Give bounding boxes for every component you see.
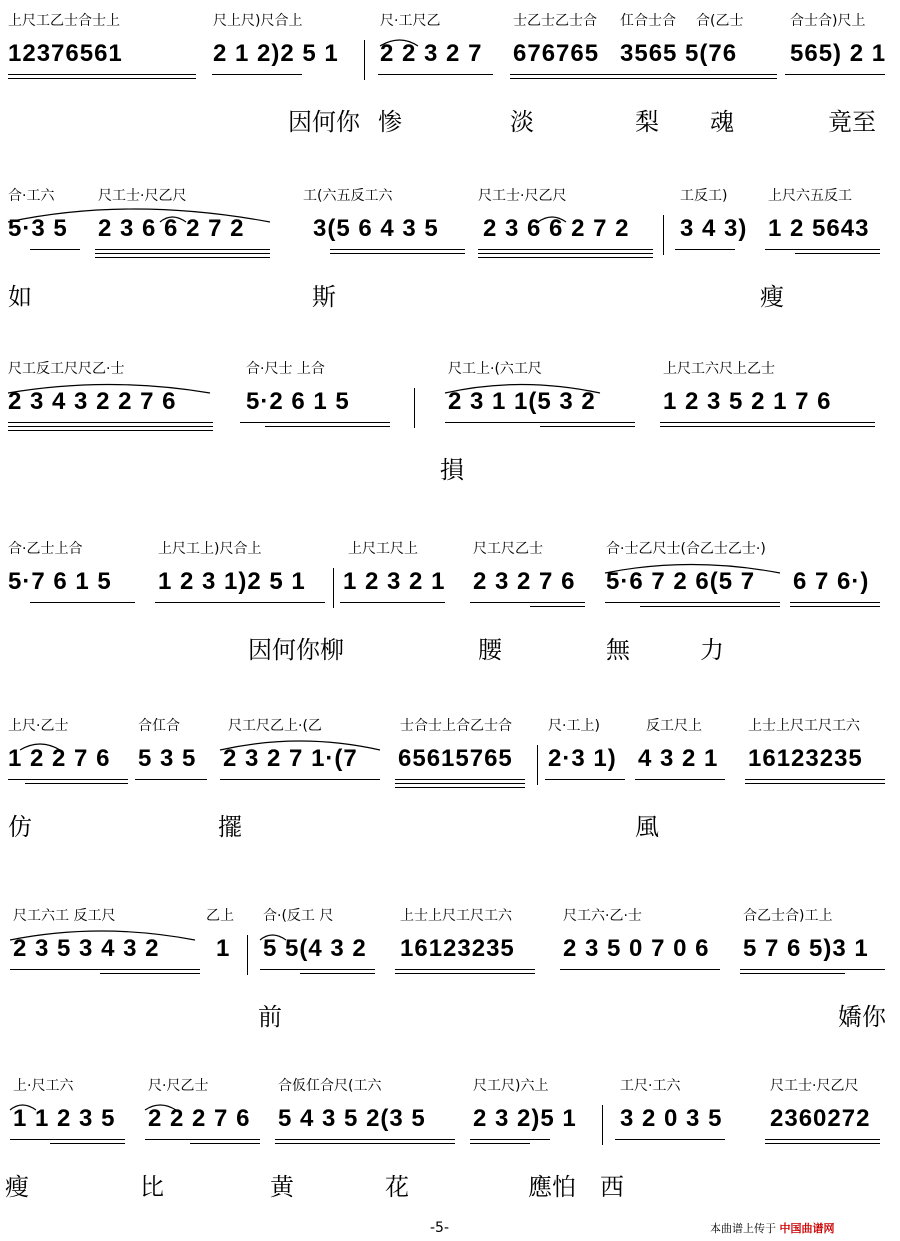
gongche-group: 工反工) [680, 188, 728, 204]
jianpu-group: 2 3 1 1(5 3 2 [448, 388, 596, 415]
slur-arc [260, 935, 286, 940]
lyric: 前 [258, 1003, 282, 1031]
jianpu-group: 1 2 2 7 6 [8, 745, 111, 772]
lyric: 竟至 [828, 108, 876, 136]
gongche-group: 上尺工乙士合士上 [8, 13, 120, 29]
jianpu-group: 6 7 6·) [793, 568, 870, 595]
gongche-group: 合(乙士 [696, 13, 744, 29]
slur-arc [380, 40, 418, 46]
lyric: 仿 [8, 813, 32, 841]
jianpu-group: 1 2 5643 [768, 215, 870, 242]
jianpu-group: 4 3 2 1 [638, 745, 719, 772]
jianpu-group: 2 3 6 6 2 7 2 [98, 215, 245, 242]
lyric: 黄 [270, 1173, 294, 1201]
gongche-group: 合·(反工 尺 [263, 908, 334, 924]
lyric: 力 [700, 636, 724, 664]
lyric: 西 [600, 1173, 624, 1201]
jianpu-group: 3 4 3) [680, 215, 748, 242]
gongche-group: 尺工六工 反工尺 [13, 908, 116, 924]
gongche-group: 尺·工上) [548, 718, 600, 734]
jianpu-group: 2 3 4 3 2 2 7 6 [8, 388, 177, 415]
lyric: 擺 [218, 813, 242, 841]
jianpu-group: 65615765 [398, 745, 513, 772]
gongche-group: 尺·尺乙士 [148, 1078, 209, 1094]
gongche-group: 尺工尺乙士 [473, 541, 543, 557]
site-logo: 中国曲谱网 [779, 1222, 835, 1235]
gongche-group: 上尺工六尺上乙士 [663, 361, 775, 377]
jianpu-group: 1 [216, 935, 231, 962]
lyric: 因何你 [288, 108, 360, 136]
gongche-group: 尺·工尺乙 [380, 13, 441, 29]
jianpu-group: 2360272 [770, 1105, 871, 1132]
gongche-group: 合·尺士 上合 [246, 361, 325, 377]
jianpu-group: 565) 2 1 [790, 40, 887, 67]
jianpu-group: 2 3 2 7 6 [473, 568, 576, 595]
jianpu-group: 2 1 2)2 5 1 [213, 40, 339, 67]
slur-arc [538, 217, 566, 222]
page-number: -5- [430, 1220, 450, 1236]
jianpu-group: 2 3 2 7 1·(7 [223, 745, 358, 772]
jianpu-group: 5 7 6 5)3 1 [743, 935, 869, 962]
gongche-group: 尺上尺)尺合上 [213, 13, 303, 29]
credit-text: 本曲谱上传于 [710, 1222, 776, 1235]
jianpu-group: 16123235 [748, 745, 863, 772]
jianpu-group: 2 2 3 2 7 [380, 40, 483, 67]
slur-arc [160, 217, 186, 222]
lyric: 魂 [710, 108, 734, 136]
gongche-group: 乙上 [206, 908, 234, 924]
slur-arc [20, 744, 60, 750]
gongche-group: 上士上尺工尺工六 [748, 718, 860, 734]
jianpu-group: 2 2 2 7 6 [148, 1105, 251, 1132]
gongche-group: 尺工士·尺乙尺 [478, 188, 567, 204]
jianpu-group: 5 3 5 [138, 745, 197, 772]
gongche-group: 士乙士乙士合 [513, 13, 597, 29]
gongche-group: 合·士乙尺士(合乙士乙士·) [606, 541, 766, 557]
jianpu-group: 3565 5(76 [620, 40, 738, 67]
slur-arc [8, 385, 210, 394]
gongche-group: 尺工士·尺乙尺 [98, 188, 187, 204]
gongche-group: 尺工反工尺尺乙·士 [8, 361, 125, 377]
jianpu-group: 1 1 2 3 5 [13, 1105, 116, 1132]
jianpu-group: 3(5 6 4 3 5 [313, 215, 439, 242]
jianpu-group: 676765 [513, 40, 600, 67]
slur-arc [445, 385, 600, 394]
gongche-group: 尺工六·乙·士 [563, 908, 642, 924]
jianpu-group: 2 3 2)5 1 [473, 1105, 577, 1132]
gongche-group: 仜合士合 [620, 13, 676, 29]
jianpu-group: 1 2 3 5 2 1 7 6 [663, 388, 832, 415]
gongche-group: 上尺工上)尺合上 [158, 541, 262, 557]
gongche-group: 合·乙士上合 [8, 541, 83, 557]
jianpu-group: 1 2 3 2 1 [343, 568, 446, 595]
slur-arc [10, 931, 195, 940]
jianpu-group: 1 2 3 1)2 5 1 [158, 568, 306, 595]
jianpu-group: 5·2 6 1 5 [246, 388, 350, 415]
jianpu-group: 5·7 6 1 5 [8, 568, 112, 595]
gongche-group: 工尺·工六 [620, 1078, 681, 1094]
source-credit [710, 1220, 835, 1236]
lyric: 瘦 [760, 283, 784, 311]
gongche-group: 尺工尺)六上 [473, 1078, 549, 1094]
lyric: 無 [606, 636, 630, 664]
lyric: 應怕 [528, 1173, 576, 1201]
gongche-group: 工(六五反工六 [303, 188, 393, 204]
gongche-group: 尺工上·(六工尺 [448, 361, 542, 377]
gongche-group: 合乙士合)工上 [743, 908, 833, 924]
slur-arc [220, 741, 380, 750]
jianpu-group: 5 5(4 3 2 [263, 935, 367, 962]
jianpu-group: 2·3 1) [548, 745, 617, 772]
lyric: 斯 [312, 283, 336, 311]
gongche-group: 合士合)尺上 [790, 13, 866, 29]
jianpu-group: 3 2 0 3 5 [620, 1105, 723, 1132]
jianpu-group: 5·6 7 2 6(5 7 [606, 568, 756, 595]
lyric: 因何你柳 [248, 636, 344, 664]
gongche-group: 合·工六 [8, 188, 55, 204]
jianpu-group: 5·3 5 [8, 215, 68, 242]
jianpu-group: 2 3 5 0 7 0 6 [563, 935, 710, 962]
lyric: 惨 [378, 108, 402, 136]
lyric: 花 [385, 1173, 409, 1201]
gongche-group: 尺工尺乙上·(乙 [228, 718, 322, 734]
lyric: 如 [8, 283, 32, 311]
slur-arc [10, 1105, 36, 1110]
gongche-group: 反工尺上 [646, 718, 702, 734]
lyric: 淡 [510, 108, 534, 136]
gongche-group: 上尺工尺上 [348, 541, 418, 557]
jianpu-group: 5 4 3 5 2(3 5 [278, 1105, 426, 1132]
slur-arc [145, 1105, 176, 1110]
lyric: 梨 [635, 108, 659, 136]
gongche-group: 尺工士·尺乙尺 [770, 1078, 859, 1094]
jianpu-group: 2 3 6 6 2 7 2 [483, 215, 630, 242]
lyric: 損 [440, 456, 464, 484]
gongche-group: 合仮仜合尺(工六 [278, 1078, 382, 1094]
lyric: 比 [140, 1173, 164, 1201]
jianpu-group: 16123235 [400, 935, 515, 962]
lyric: 風 [635, 813, 659, 841]
slur-arc [8, 209, 270, 222]
jianpu-group: 2 3 5 3 4 3 2 [13, 935, 160, 962]
gongche-group: 士合士上合乙士合 [400, 718, 512, 734]
gongche-group: 上士上尺工尺工六 [400, 908, 512, 924]
slur-arc [605, 565, 780, 574]
gongche-group: 上尺·乙士 [8, 718, 69, 734]
jianpu-group: 12376561 [8, 40, 123, 67]
lyric: 腰 [478, 636, 502, 664]
gongche-group: 上·尺工六 [13, 1078, 74, 1094]
lyric: 嬌你 [838, 1003, 886, 1031]
gongche-group: 上尺六五反工 [768, 188, 852, 204]
gongche-group: 合仜合 [138, 718, 180, 734]
lyric: 瘦 [5, 1173, 29, 1201]
